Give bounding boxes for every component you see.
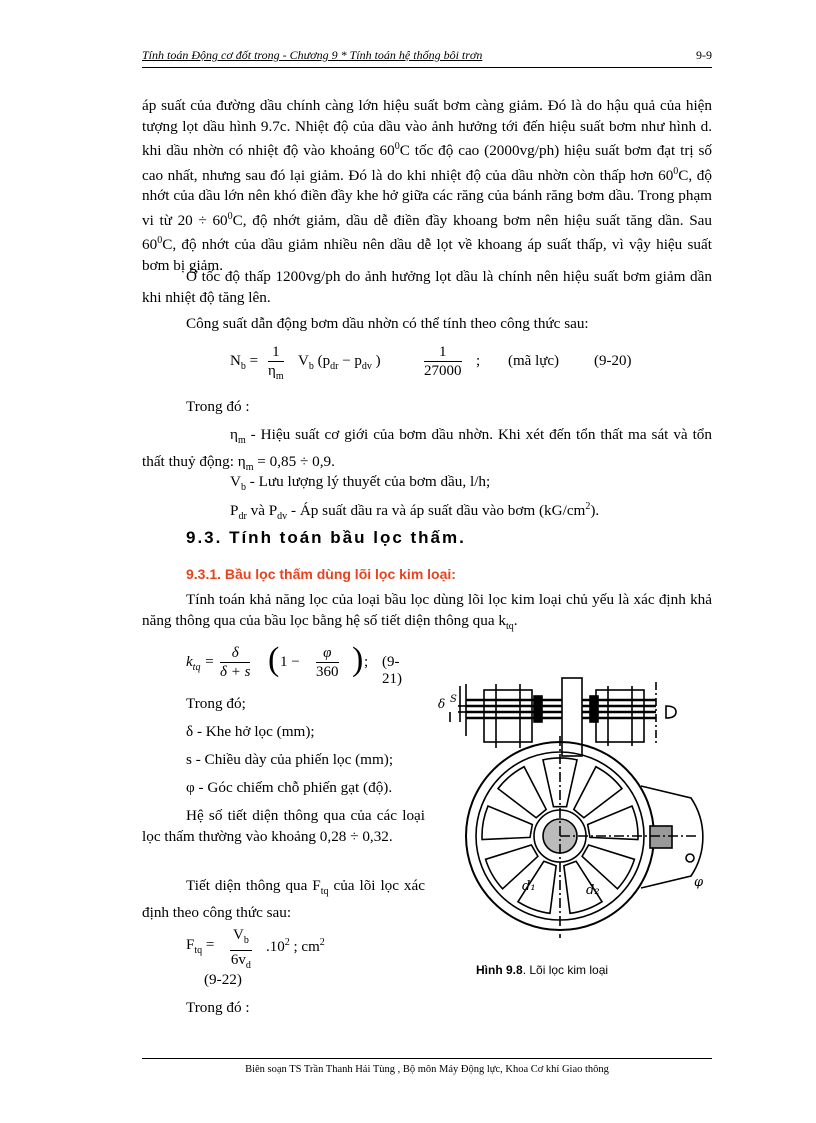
pdv-sub: dv (277, 511, 288, 523)
f920-vb-sub: b (308, 361, 314, 372)
header-rule (142, 67, 712, 68)
pressure-end: ). (590, 502, 600, 520)
side-section-view (450, 678, 676, 756)
def-delta: δ - Khe hở lọc (mm); (186, 723, 315, 740)
f921-num: δ (220, 644, 250, 663)
figure-caption (476, 963, 608, 977)
f921-lhs: k (186, 654, 193, 670)
vb-desc: - Lưu lượng lý thuyết của bơm dầu, l/h; (245, 473, 491, 490)
footer-rule (142, 1058, 712, 1059)
filter-slot (588, 806, 638, 840)
section-heading-9-3: 9.3. Tính toán bầu lọc thấm. (186, 528, 466, 547)
f920-num1: 1 (268, 343, 284, 362)
label-d2: d₂ (586, 883, 600, 898)
f920-close: ) (371, 353, 381, 369)
f920-num2: 1 (424, 343, 462, 362)
formula-9-22 (186, 924, 426, 970)
eta-sub-2: m (245, 461, 254, 473)
filter-intro-sub: tq (506, 620, 514, 632)
page-number: 9-9 (696, 48, 712, 62)
filter-slot (574, 767, 622, 818)
sup-0: 0 (157, 235, 163, 247)
f921-den: δ + s (220, 664, 251, 680)
f920-unit: (mã lực) (508, 353, 560, 369)
f922-num: V (233, 927, 244, 943)
filter-slot (482, 806, 532, 840)
ftq-sub: tq (320, 886, 329, 898)
filter-core-drawing (436, 676, 712, 961)
section-heading-9-3-1: 9.3.1. Bầu lọc thấm dùng lõi lọc kim loại: (186, 566, 456, 582)
f920-pdv: dv (361, 361, 372, 372)
header-title: Tính toán Động cơ đốt trong - Chương 9 * Tính toán hệ thống bôi trơn (142, 48, 483, 62)
where-label-3: Trong đó : (186, 999, 250, 1016)
f921-frac1 (220, 644, 250, 681)
f921-rparen: ) (352, 641, 364, 678)
f922-number: (9-22) (204, 971, 242, 988)
def-vb (230, 472, 710, 499)
caption-label: Hình 9.8 (476, 963, 523, 977)
label-s: S (450, 694, 457, 705)
paragraph-coef: Hệ số tiết diện thông qua của các loại lọc thấm thường vào khoảng 0,28 ÷ 0,32. (142, 807, 425, 845)
def-s: s - Chiều dày của phiến lọc (mm); (186, 751, 394, 768)
def-phi: φ - Góc chiếm chỗ phiến gạt (độ). (186, 779, 393, 796)
f922-tail: .10 (266, 939, 285, 955)
eta-sub: m (237, 435, 246, 447)
vb-sub: b (240, 482, 246, 494)
label-phi: φ (694, 875, 704, 890)
f921-eq: = (200, 654, 215, 670)
f920-den1: η (268, 363, 276, 379)
filter-slot (498, 767, 546, 818)
f922-lhs: F (186, 937, 195, 953)
front-view (466, 736, 703, 938)
where-label-2: Trong đó; (186, 695, 246, 712)
f920-semi: ; (476, 353, 481, 369)
filter-intro-end: . (513, 611, 518, 629)
sup-0: 0 (227, 210, 233, 222)
f920-lhs-sub: b (240, 361, 246, 372)
f920-vb: V (298, 353, 309, 369)
f920-paren: (p (313, 353, 331, 369)
f920-eq: = (245, 353, 259, 369)
label-d1: d₁ (522, 879, 536, 894)
paragraph-low-speed: Ở tốc độ thấp 1200vg/ph do ảnh hưởng lọt dầu là chính nên hiệu suất bơm giảm dần khi nhiệt độ tăng lên. (142, 268, 712, 306)
f920-lhs: N (230, 353, 241, 369)
pdr-symbol: P (230, 502, 239, 520)
f921-360: 360 (316, 664, 339, 680)
f922-eq: = (202, 937, 215, 953)
formula-9-21 (186, 640, 416, 688)
f921-phi: φ (316, 644, 339, 663)
f920-minus: − p (338, 353, 362, 369)
ftq-intro: Tiết diện thông qua F (186, 877, 321, 894)
def-eta (142, 425, 712, 478)
vb-symbol: V (230, 473, 241, 490)
paragraph-power-intro: Công suất dẫn động bơm dầu nhờn có thể tính theo công thức sau: (186, 315, 589, 332)
f922-den: 6v (230, 952, 246, 968)
eta-symbol: η (230, 426, 238, 443)
f921-frac2 (316, 644, 339, 681)
f922-unit-sup: 2 (319, 937, 325, 948)
caption-text: . Lõi lọc kim loại (522, 963, 609, 977)
eta-desc: - Hiệu suất cơ giới của bơm dầu nhờn. Khi xét đến tổn thất ma sát và tổn thất thuỷ động: (142, 426, 712, 470)
f921-lparen: ( (268, 641, 280, 678)
f922-lhs-sub: tq (194, 945, 203, 956)
sup-0: 0 (673, 165, 679, 177)
sup-0: 0 (394, 141, 400, 152)
f920-frac2 (424, 343, 462, 380)
f921-lhs-sub: tq (192, 662, 201, 673)
para1-text-c: C, độ nhớt của dầu lớn nên khó điền đầy khe hở giữa các răng của bánh răng bơm dầu. Trong phạm vi từ 20 ÷ 60 (142, 166, 712, 229)
label-delta: δ (438, 697, 446, 711)
f922-tail-sup: 2 (284, 937, 290, 948)
f921-number: (9-21) (382, 654, 402, 687)
filter-intro-text: Tính toán khả năng lọc của loại bầu lọc dùng lõi lọc kim loại chủ yếu là xác định khả năng thông qua của bầu lọc bằng hệ số tiết diện thông qua k (142, 591, 712, 629)
ftq-end: của lõi lọc xác định theo công thức sau: (142, 877, 425, 921)
f922-den-sub: d (245, 960, 251, 971)
para1-text-d: C, độ nhớt giảm, dầu dễ điền đầy khoang bơm nên hiệu suất tăng dần. Sau 60 (142, 211, 712, 254)
para1-text-e: C, độ nhớt của dầu giảm nhiều nên dầu dễ lọt về khoang áp suất thấp, vì vậy hiệu suất bơm bị giảm. (142, 236, 712, 274)
f920-den2: 27000 (424, 363, 462, 379)
f921-semi: ; (364, 654, 369, 670)
figure-9-8 (436, 676, 712, 977)
page-header (142, 48, 712, 68)
para1-text-b: C tốc độ cao (2000vg/ph) hiệu suất bơm đạt trị số cao nhất, nhưng sau đó lại giảm. Đó là do khi nhiệt độ của dầu nhờn còn thấp hơn 60 (142, 142, 712, 184)
f920-den1-sub: m (275, 371, 284, 382)
f920-frac1 (268, 343, 284, 386)
pressure-sup: 2 (585, 501, 591, 512)
paragraph-efficiency (142, 96, 712, 276)
f920-number: (9-20) (594, 353, 632, 369)
page-footer: Biên soạn TS Trần Thanh Hải Tùng , Bộ môn Máy Động lực, Khoa Cơ khí Giao thông (245, 1064, 609, 1075)
paragraph-ftq (142, 876, 425, 923)
paragraph-filter-intro (142, 590, 712, 637)
where-label-1: Trong đó : (186, 398, 250, 415)
eta-value: = 0,85 ÷ 0,9. (253, 452, 335, 470)
f920-pdr: dr (330, 361, 339, 372)
def-pressure (230, 497, 710, 528)
eta-symbol-2: η (237, 452, 246, 470)
f922-unit: ; cm (289, 939, 320, 955)
f921-one-minus: 1 − (280, 654, 300, 670)
pressure-desc: - Áp suất dầu ra và áp suất dầu vào bơm (kG/cm (287, 502, 586, 520)
para1-text: áp suất của đường dầu chính càng lớn hiệu suất bơm càng giảm. Đó là do hậu quả của hiện tượng lọt dầu hình 9.7c. Nhiệt độ của dầu vào ảnh hưởng tới đến hiệu suất bơm như hình d. khi dầu nhờn có nhiệt độ vào khoảng 60 (142, 97, 712, 160)
f922-num-sub: b (243, 935, 249, 946)
pdv-symbol: và P (246, 502, 278, 520)
pdr-sub: dr (238, 511, 247, 523)
f922-frac (230, 926, 252, 975)
formula-9-20 (230, 341, 700, 385)
